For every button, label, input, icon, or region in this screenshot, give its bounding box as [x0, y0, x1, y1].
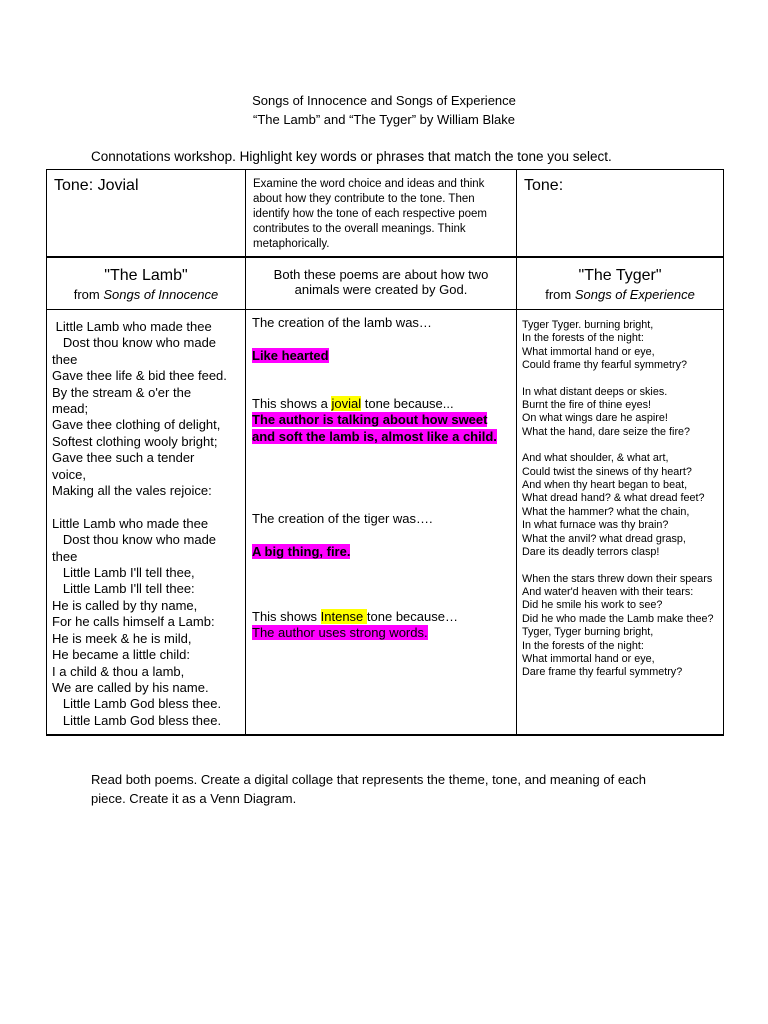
poem-line: Little Lamb who made thee [52, 515, 209, 531]
instructions: Connotations workshop. Highlight key words or phrases that match the tone you select. [91, 149, 612, 164]
poem-line [522, 373, 719, 386]
poem-line: Could frame thy fearful symmetry? [522, 359, 688, 372]
lamb-poem-cell [47, 310, 246, 736]
poem-line: thee [52, 548, 78, 564]
poem-line: What immortal hand or eye, [522, 345, 655, 358]
poem-line: What immortal hand or eye, [522, 652, 655, 665]
poem-line: Did he smile his work to see? [522, 599, 663, 612]
poem-line: Gave thee such a tender [52, 450, 195, 466]
poem-line: He is meek & he is mild, [52, 630, 192, 646]
poem-line: In what distant deeps or skies. [522, 385, 668, 398]
both-cell [246, 257, 517, 310]
tiger-tone-answer: The author uses strong words. [252, 625, 428, 640]
poem-line: And when thy heart began to beat, [522, 479, 688, 492]
poem-line: Tyger Tyger. burning bright, [522, 319, 654, 331]
analysis-cell [246, 310, 517, 736]
poem-line: Gave thee life & bid thee feed. [52, 368, 227, 384]
lamb-header-cell [47, 257, 246, 310]
poem-line: Dare frame thy fearful symmetry? [522, 666, 683, 679]
tyger-source: from Songs of Experience [545, 286, 695, 302]
poem-line [522, 560, 719, 573]
poem-line: Tyger, Tyger burning bright, [522, 626, 654, 639]
poem-line: What the anvil? what dread grasp, [522, 532, 686, 545]
tone-left-cell [47, 170, 246, 257]
lamb-tone-answer: The author is talking about how sweet and soft the lamb is, almost like a child. [252, 412, 497, 444]
poem-line: What dread hand? & what dread feet? [522, 492, 705, 505]
document-subtitle: “The Lamb” and “The Tyger” by William Blake [252, 112, 516, 127]
poem-line: Burnt the fire of thine eyes! [522, 399, 652, 412]
tyger-header-cell [517, 257, 724, 310]
intense-highlight: Intense [320, 609, 367, 624]
tyger-poem-cell [517, 310, 724, 736]
poem-line: He is called by thy name, [52, 597, 198, 613]
poem-line: Little Lamb I'll tell thee, [52, 565, 195, 581]
poem-line: Could twist the sinews of thy heart? [522, 465, 692, 478]
both-text: Both these poems are about how two animals were created by God. [273, 266, 489, 297]
poem-line: Dare its deadly terrors clasp! [522, 546, 660, 559]
lamb-creation-prompt: The creation of the lamb was… [252, 315, 432, 330]
poem-line: I a child & thou a lamb, [52, 663, 185, 679]
tiger-creation-answer: A big thing, fire. [252, 544, 351, 559]
poem-line: Did he who made the Lamb make thee? [522, 612, 714, 625]
tone-table [46, 169, 724, 736]
poem-line: And water'd heaven with their tears: [522, 585, 694, 598]
lamb-title: "The Lamb" [104, 266, 188, 284]
examine-text: Examine the word choice and ideas and think about how they contribute to the tone. Then identify how the tone of each respective poem contributes to the overall meanings. Think metaphorically. [253, 178, 487, 250]
tone-right-cell [517, 170, 724, 257]
poem-line: voice, [52, 466, 86, 482]
poem-line: On what wings dare he aspire! [522, 412, 668, 425]
assignment-line-1: Read both poems. Create a digital collage that represents the theme, tone, and meaning of each [91, 772, 647, 787]
tyger-title: "The Tyger" [578, 266, 662, 284]
poem-line: Dost thou know who made [52, 335, 217, 351]
lamb-tone-prompt: This shows a jovial tone because... [252, 396, 454, 411]
poem-line: In the forests of the night: [522, 639, 644, 652]
lamb-poem [47, 310, 245, 729]
assignment-text [91, 770, 661, 808]
poem-line: thee [52, 351, 78, 367]
lamb-creation-answer: Like hearted [252, 348, 329, 363]
poem-line: mead; [52, 401, 89, 417]
tyger-poem [517, 310, 723, 680]
poem-line: Dost thou know who made [52, 532, 217, 548]
assignment-line-2: piece. Create it as a Venn Diagram. [91, 791, 297, 806]
poem-line: By the stream & o'er the [52, 384, 192, 400]
examine-cell [246, 170, 517, 257]
poem-line: In the forests of the night: [522, 332, 644, 345]
tiger-creation-prompt: The creation of the tiger was…. [252, 511, 433, 526]
poem-line: Little Lamb who made thee [52, 319, 212, 334]
document-title: Songs of Innocence and Songs of Experience [252, 93, 516, 108]
poem-line: And what shoulder, & what art, [522, 452, 669, 465]
poem-line [522, 439, 719, 452]
lamb-source: from Songs of Innocence [73, 286, 219, 302]
poem-line: Little Lamb God bless thee. [52, 696, 222, 712]
poem-line: We are called by his name. [52, 679, 209, 695]
jovial-highlight: jovial [331, 396, 362, 411]
poem-line: When the stars threw down their spears [522, 572, 713, 585]
poem-line: Making all the vales rejoice: [52, 483, 212, 499]
tone-right: Tone: [524, 177, 564, 194]
poem-line: What the hammer? what the chain, [522, 505, 690, 518]
poem-line: Softest clothing wooly bright; [52, 433, 218, 449]
poem-line: Gave thee clothing of delight, [52, 417, 221, 433]
poem-line: He became a little child: [52, 647, 191, 663]
poem-line: What the hand, dare seize the fire? [522, 425, 691, 438]
poem-line [52, 499, 241, 515]
tiger-tone-prompt: This shows Intense tone because… [252, 609, 458, 624]
poem-line: In what furnace was thy brain? [522, 519, 669, 532]
poem-line: For he calls himself a Lamb: [52, 614, 215, 630]
tone-left: Tone: Jovial [54, 177, 139, 194]
poem-line: Little Lamb God bless thee. [52, 712, 222, 728]
poem-line: Little Lamb I'll tell thee: [52, 581, 195, 597]
